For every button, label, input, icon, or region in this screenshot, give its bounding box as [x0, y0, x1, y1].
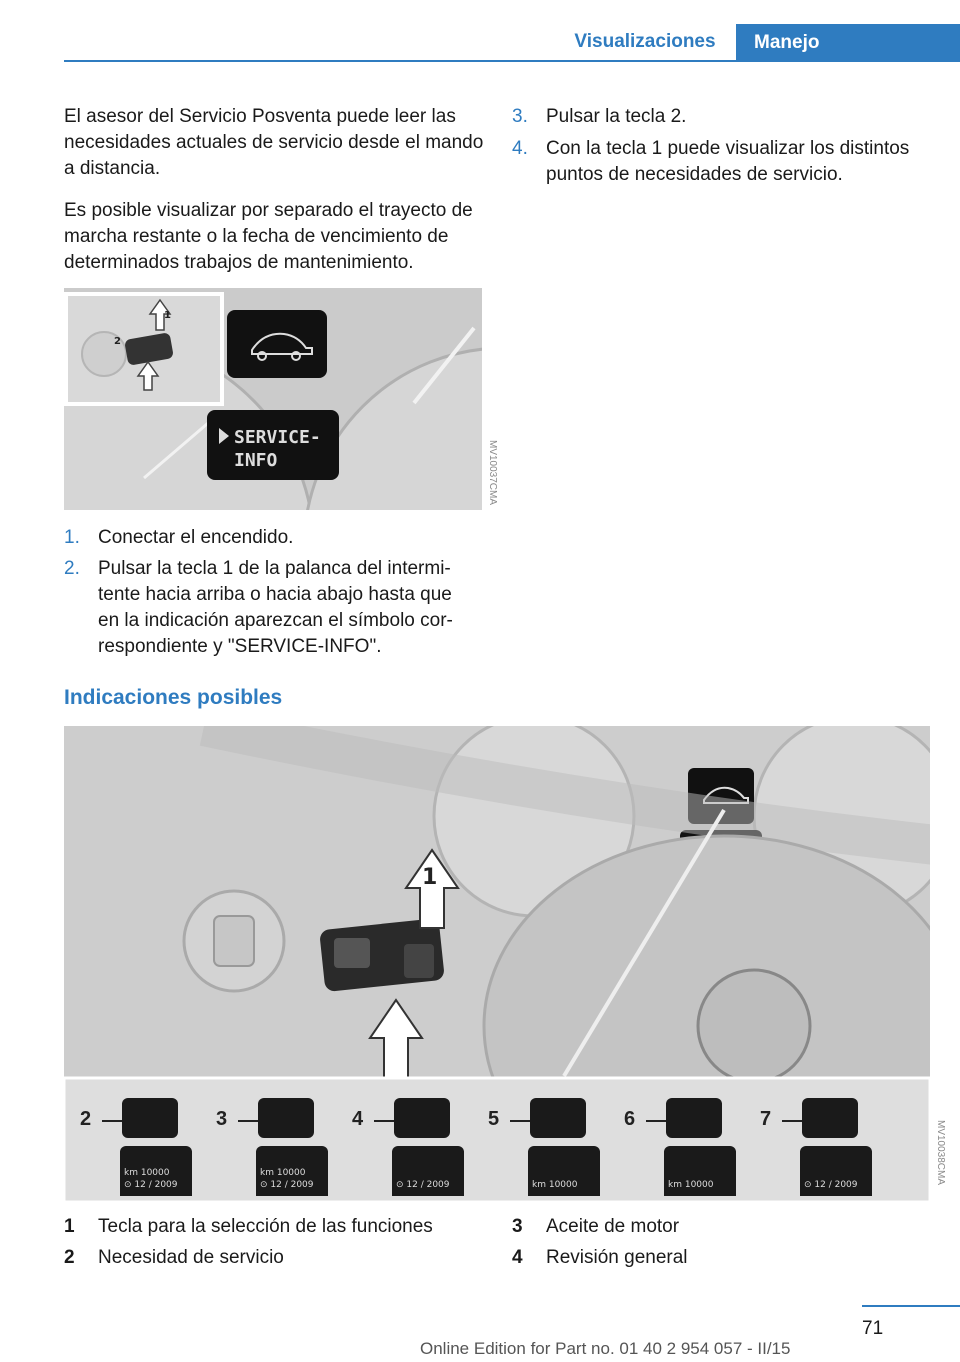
indicator-number: 7 [760, 1108, 772, 1130]
display-text-info: INFO [234, 450, 278, 471]
rear-brakes-symbol [666, 1098, 722, 1138]
leader-line [510, 1120, 530, 1122]
general-inspection-symbol [394, 1098, 450, 1138]
step-text: Pulsar la tecla 2. [546, 106, 687, 127]
engine-oil-symbol [258, 1098, 314, 1138]
front-brakes-symbol [530, 1098, 586, 1138]
header-section-label: Visualizaciones [574, 31, 716, 52]
step-3 [512, 104, 932, 130]
legend-number: 1 [64, 1216, 75, 1237]
indicator-number: 6 [624, 1108, 636, 1130]
brake-fluid-symbol [802, 1098, 858, 1138]
legend-item [512, 1245, 932, 1271]
step-number: 3. [512, 106, 528, 127]
display-panel [120, 1146, 192, 1196]
leader-line [782, 1120, 802, 1122]
step-2 [64, 556, 484, 660]
display-panel [800, 1146, 872, 1196]
header-rule [64, 60, 960, 62]
legend-item [64, 1214, 484, 1240]
panel-date: km 10000 [532, 1180, 578, 1190]
service-info-figure [64, 288, 482, 510]
leader-line [238, 1120, 258, 1122]
figure1-code: MV10037CMA [487, 440, 498, 506]
figure2-code: MV10038CMA [935, 1120, 946, 1186]
display-panel [256, 1146, 328, 1196]
legend-number: 3 [512, 1216, 523, 1237]
page-number: 71 [862, 1318, 884, 1339]
legend-text: Revisión general [546, 1247, 688, 1268]
footer-rule [862, 1305, 960, 1307]
indicator-number: 4 [352, 1108, 364, 1130]
step-text: Con la tecla 1 puede visualizar los distintos puntos de necesidades de servicio. [546, 138, 910, 185]
indicator-number: 2 [80, 1108, 92, 1130]
step-number: 1. [64, 527, 80, 548]
header-chapter-tab: Manejo [736, 24, 960, 62]
panel-mileage: km 10000 [260, 1168, 306, 1178]
display-text-service: SERVICE- [234, 427, 321, 448]
legend-number: 4 [512, 1247, 523, 1268]
legend-item [512, 1214, 932, 1240]
display-panel [392, 1146, 464, 1196]
step-text: Pulsar la tecla 1 de la palanca del intermi-tente hacia arriba o hacia abajo hasta que en la indicación aparezcan el símbolo cor-respondiente y "SERVICE-INFO". [98, 558, 453, 657]
panel-date: ⊙ 12 / 2009 [124, 1180, 178, 1190]
legend-text: Necesidad de servicio [98, 1247, 284, 1268]
leader-line [646, 1120, 666, 1122]
leader-line [102, 1120, 122, 1122]
step-number: 2. [64, 558, 80, 579]
step-number: 4. [512, 138, 528, 159]
display-panel [528, 1146, 600, 1196]
fig2-arrow-label: 1 [422, 865, 438, 890]
intro-paragraph: El asesor del Servicio Posventa puede leer las necesidades actuales de servicio desde el mando a distancia. [64, 106, 484, 179]
panel-date: ⊙ 12 / 2009 [260, 1180, 314, 1190]
panel-date: km 10000 [668, 1180, 714, 1190]
fig1-label-1: 1 [164, 310, 171, 321]
panel-date: ⊙ 12 / 2009 [804, 1180, 858, 1190]
section-title: Indicaciones posibles [64, 686, 283, 709]
instrument-cluster-illustration [64, 288, 482, 510]
legend-text: Tecla para la selección de las funciones [98, 1216, 433, 1237]
detail-paragraph: Es posible visualizar por separado el trayecto de marcha restante o la fecha de vencimiento de determinados trabajos de mantenimiento. [64, 200, 473, 273]
leader-line [374, 1120, 394, 1122]
legend-item [64, 1245, 484, 1271]
step-4 [512, 136, 932, 188]
panel-date: ⊙ 12 / 2009 [396, 1180, 450, 1190]
indicator-number: 5 [488, 1108, 500, 1130]
service-need-symbol [122, 1098, 178, 1138]
legend-number: 2 [64, 1247, 75, 1268]
edition-note: Online Edition for Part no. 01 40 2 954 057 - II/15 [420, 1339, 791, 1358]
display-panel [664, 1146, 736, 1196]
possible-indications-figure [64, 726, 930, 1202]
panel-mileage: km 10000 [124, 1168, 170, 1178]
fig1-label-2: 2 [114, 336, 121, 347]
step-1 [64, 525, 484, 551]
step-text: Conectar el encendido. [98, 527, 294, 548]
legend-text: Aceite de motor [546, 1216, 680, 1237]
indicator-number: 3 [216, 1108, 228, 1130]
